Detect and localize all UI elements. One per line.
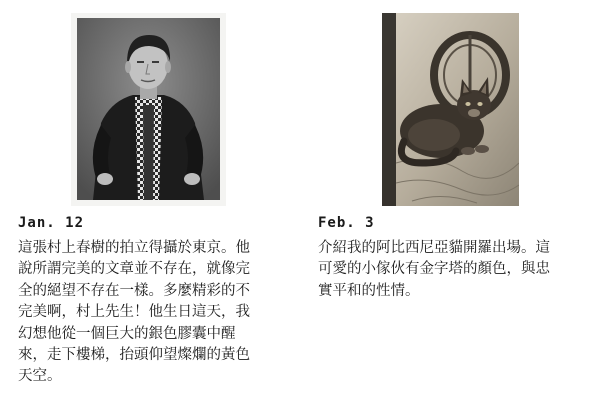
entry-date: Feb. 3 — [318, 215, 375, 231]
entry-text — [18, 238, 286, 388]
entry-text-line: 全的絕望不存在一樣。多麼精彩的不 — [18, 282, 250, 299]
cat-photo — [382, 13, 519, 206]
entry-text-line: 這張村上春樹的拍立得攝於東京。他 — [18, 240, 250, 256]
diary-entry — [18, 214, 286, 388]
entry-text-line: 說所謂完美的文章並不存在，就像完 — [18, 261, 250, 278]
diary-entry — [318, 214, 590, 302]
entry-text-line: 來，走下樓梯，抬頭仰望燦爛的黃色 — [18, 346, 250, 363]
entry-text-line: 可愛的小傢伙有金字塔的顏色，與忠 — [318, 261, 550, 278]
entry-text-line: 天空。 — [18, 368, 62, 385]
entry-text-line: 完美啊，村上先生！他生日這天，我 — [18, 304, 250, 321]
entry-text-line: 幻想他從一個巨大的銀色膠囊中醒 — [18, 325, 236, 342]
portrait-photo — [71, 13, 226, 206]
entry-text — [318, 238, 590, 302]
entry-text-line: 實平和的性情。 — [318, 282, 420, 299]
entry-text-line: 介紹我的阿比西尼亞貓開羅出場。這 — [318, 240, 550, 256]
entry-date: Jan. 12 — [18, 215, 85, 231]
